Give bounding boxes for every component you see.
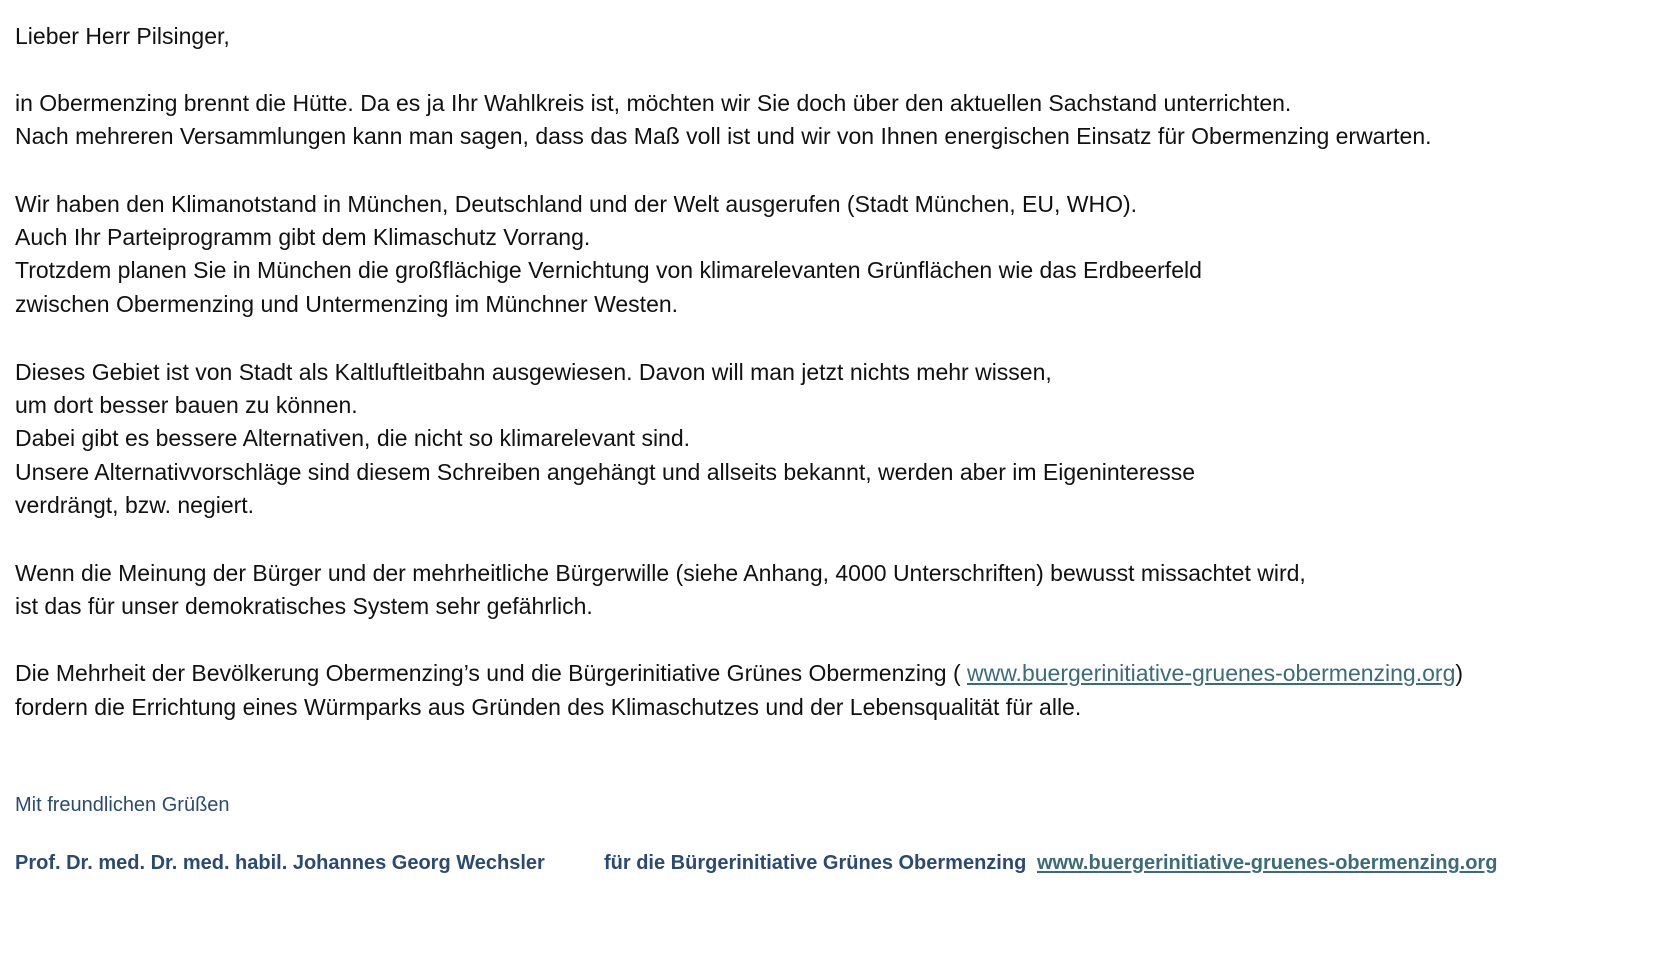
paragraph-5-line-2: fordern die Errichtung eines Würmparks aus Gründen des Klimaschutzes und der Lebensqualität für alle. [15,694,1082,720]
paragraph-1-line-1: in Obermenzing brennt die Hütte. Da es ja Ihr Wahlkreis ist, möchten wir Sie doch über den aktuellen Sachstand unterrichten. [15,90,1292,116]
paragraph-2-line-3: Trotzdem planen Sie in München die großflächige Vernichtung von klimarelevanten Grünflächen wie das Erdbeerfeld [15,257,1202,283]
paragraph-2-line-4: zwischen Obermenzing und Untermenzing im Münchner Westen. [15,291,679,317]
signature-organization: für die Bürgerinitiative Grünes Obermenzing [604,852,1027,874]
salutation: Lieber Herr Pilsinger, [15,23,230,49]
initiative-website-link[interactable]: www.buergerinitiative-gruenes-obermenzing.org [967,660,1456,686]
paragraph-3-line-5: verdrängt, bzw. negiert. [15,492,255,518]
paragraph-4-line-2: ist das für unser demokratisches System sehr gefährlich. [15,593,593,619]
signature-website-link[interactable]: www.buergerinitiative-gruenes-obermenzing.org [1037,852,1498,874]
paragraph-3-line-4: Unsere Alternativvorschläge sind diesem Schreiben angehängt und allseits bekannt, werden aber im Eigeninteresse [15,459,1196,485]
paragraph-3-line-3: Dabei gibt es bessere Alternativen, die nicht so klimarelevant sind. [15,425,691,451]
paragraph-2-line-2: Auch Ihr Parteiprogramm gibt dem Klimaschutz Vorrang. [15,224,591,250]
paragraph-5-line-1 [15,658,1463,688]
signature-name: Prof. Dr. med. Dr. med. habil. Johannes Georg Wechsler [15,852,545,874]
paragraph-5-close-paren: ) [1455,660,1464,686]
closing-greeting: Mit freundlichen Grüßen [15,794,230,816]
paragraph-3-line-1: Dieses Gebiet ist von Stadt als Kaltluftleitbahn ausgewiesen. Davon will man jetzt nichts mehr wissen, [15,359,1052,385]
paragraph-2-line-1: Wir haben den Klimanotstand in München, Deutschland und der Welt ausgerufen (Stadt München, EU, WHO). [15,191,1138,217]
paragraph-4-line-1: Wenn die Meinung der Bürger und der mehrheitliche Bürgerwille (siehe Anhang, 4000 Unterschriften) bewusst missachtet wird, [15,560,1306,586]
paragraph-3-line-2: um dort besser bauen zu können. [15,392,358,418]
paragraph-5-text: Die Mehrheit der Bevölkerung Obermenzing’s und die Bürgerinitiative Grünes Obermenzing ( [15,660,967,686]
paragraph-1-line-2: Nach mehreren Versammlungen kann man sagen, dass das Maß voll ist und wir von Ihnen energischen Einsatz für Obermenzing erwarten. [15,123,1432,149]
